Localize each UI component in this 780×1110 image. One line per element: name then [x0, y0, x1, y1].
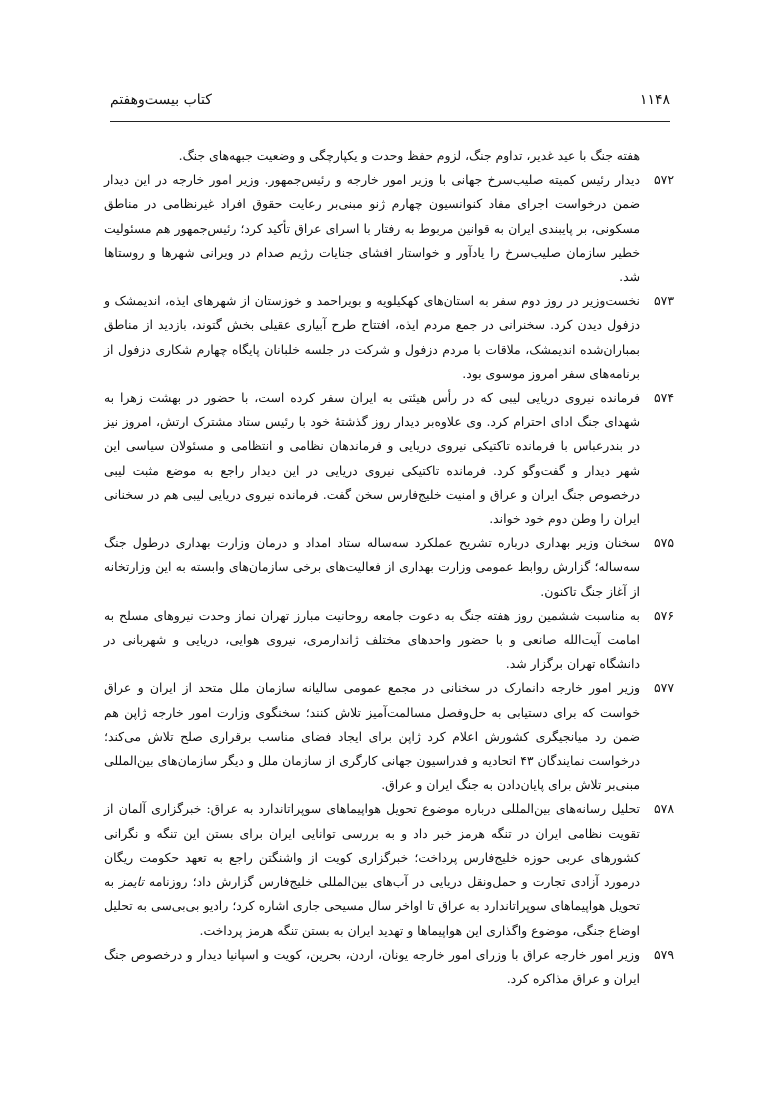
entry-number: ۵۷۸ — [654, 801, 674, 817]
entry-number: ۵۷۷ — [654, 680, 674, 696]
page-header — [110, 92, 670, 116]
entry-text: به مناسبت ششمین روز هفته جنگ به دعوت جامعه روحانیت مبارز تهران نماز وحدت نیروهای مسلح به امامت آیت‌الله صانعی و با حضور واحدهای مختلف ژاندارمری، نیروی هوایی، دریایی و شهربانی در دانشگاه تهران برگزار شد. — [104, 607, 640, 672]
entry-572 — [104, 168, 674, 289]
entry-number: ۵۷۶ — [654, 607, 674, 623]
entry-number: ۵۷۹ — [654, 946, 674, 962]
entry-578 — [104, 797, 674, 942]
entry-575 — [104, 531, 674, 604]
page-number: ۱۱۴۸ — [639, 92, 670, 108]
header-rule — [110, 121, 670, 122]
entry-text: وزیر امور خارجه دانمارک در سخنانی در مجمع عمومی سالیانه سازمان ملل متحد از ایران و عراق خواست که برای دستیابی به حل‌وفصل مسالمت‌آمیز تلاش کنند؛ سخنگوی وزارت امور خارجه ژاپن هم ضمن رد میانجیگری کشورش اعلام کرد ژاپن برای ایجاد فضای مناسب برقراری صلح تلاش می‌کند؛ درخواست نمایندگان ۴۳ اتحادیه و فدراسیون جهانی کارگری از سازمان ملل و دیگر سازمان‌های بین‌المللی مبنی‌بر تلاش برای پایان‌دادن به جنگ ایران و عراق. — [104, 680, 640, 793]
chronology-body — [104, 144, 674, 991]
entry-573 — [104, 289, 674, 386]
newspaper-name: تایمز — [119, 874, 144, 890]
entry-text: دیدار رئیس کمیته صلیب‌سرخ جهانی با وزیر امور خارجه و رئیس‌جمهور. وزیر امور خارجه در این دیدار ضمن درخواست اجرای مفاد کنوانسیون چهارم ژنو مبنی‌بر رعایت حقوق افراد غیرنظامی در مناطق مسکونی، بر پایبندی ایران به قوانین مربوط به رفتار با اسرای عراق تأکید کرد؛ رئیس‌جمهور هم مسئولیت خطیر سازمان صلیب‌سرخ را یادآور و خواستار افشای جنایات رژیم صدام در ویرانی شهرها و روستاها شد. — [104, 172, 640, 285]
entry-number: ۵۷۲ — [654, 172, 674, 188]
entry-579 — [104, 943, 674, 991]
entry-574 — [104, 386, 674, 531]
entry-text: فرمانده نیروی دریایی لیبی که در رأس هیئتی به ایران سفر کرده است، با حضور در بهشت زهرا به شهدای جنگ ادای احترام کرد. وی علاوه‌بر دیدار روز گذشتهٔ خود با رئیس ستاد مشترک ارتش، امروز نیز در بندرعباس با فرمانده تاکتیکی نیروی دریایی و فرماندهان نظامی و انتظامی و مسئولان سیاسی این شهر دیدار و گفت‌وگو کرد. فرمانده تاکتیکی نیروی دریایی در این دیدار راجع به موضع مثبت لیبی درخصوص جنگ ایران و عراق و امنیت خلیج‌فارس سخن گفت. فرمانده نیروی دریایی لیبی هم در سخنانی ایران را وطن دوم خود خواند. — [104, 390, 640, 527]
entry-text: سخنان وزیر بهداری درباره تشریح عملکرد سه‌ساله ستاد امداد و درمان وزارت بهداری درطول جنگ سه‌ساله؛ گزارش روابط عمومی وزارت بهداری از فعالیت‌های برخی سازمان‌های وابسته به این وزارتخانه از آغاز جنگ تاکنون. — [104, 535, 640, 599]
entry-text: نخست‌وزیر در روز دوم سفر به استان‌های کهکیلویه و بویراحمد و خوزستان از شهرهای ایذه، اندیمشک و دزفول دیدن کرد. سخنرانی در جمع مردم ایذه، افتتاح طرح آبیاری عقیلی بخش گتوند، بازدید از مناطق بمباران‌شده اندیمشک، ملاقات با مردم دزفول و شرکت در جلسه خلبانان پایگاه چهارم شکاری دزفول از برنامه‌های سفر امروز موسوی بود. — [104, 293, 640, 381]
continuation-paragraph: هفته جنگ با عید غدیر، تداوم جنگ، لزوم حفظ وحدت و یکپارچگی و وضعیت جبهه‌های جنگ. — [178, 148, 640, 163]
entry-text: وزیر امور خارجه عراق با وزرای امور خارجه یونان، اردن، بحرین، کویت و اسپانیا دیدار و درخصوص جنگ ایران و عراق مذاکره کرد. — [104, 946, 640, 986]
entry-text-before: تحلیل رسانه‌های بین‌المللی درباره موضوع تحویل هواپیماهای سوپراتاندارد به عراق: خبرگزاری آلمان از تقویت نظامی ایران در تنگه هرمز خبر داد و به بررسی توانایی ایران برای بستن این تنگه و نگرانی کشورهای عربی حوزه خلیج‌فارس پرداخت؛ خبرگزاری کویت از واشنگتن راجع به تعهد حکومت ریگان درمورد آزادی تجارت و حمل‌ونقل دریایی در آب‌های بین‌المللی خلیج‌فارس گزارش داد؛ روزنامه — [104, 801, 641, 890]
entry-text-after: به تحویل هواپیماهای سوپراتاندارد به عراق تا اواخر سال مسیحی جاری اشاره کرد؛ رادیو بی‌بی‌سی به تحلیل اوضاع جنگی، موضوع واگذاری این هواپیماها و تهدید ایران به بستن تنگه هرمز پرداخت. — [104, 874, 640, 938]
entry-number: ۵۷۴ — [654, 390, 674, 406]
entry-577 — [104, 676, 674, 797]
entry-576 — [104, 604, 674, 677]
book-title: کتاب بیست‌وهفتم — [110, 92, 212, 108]
entry-number: ۵۷۳ — [654, 293, 674, 309]
entry-number: ۵۷۵ — [654, 535, 674, 551]
